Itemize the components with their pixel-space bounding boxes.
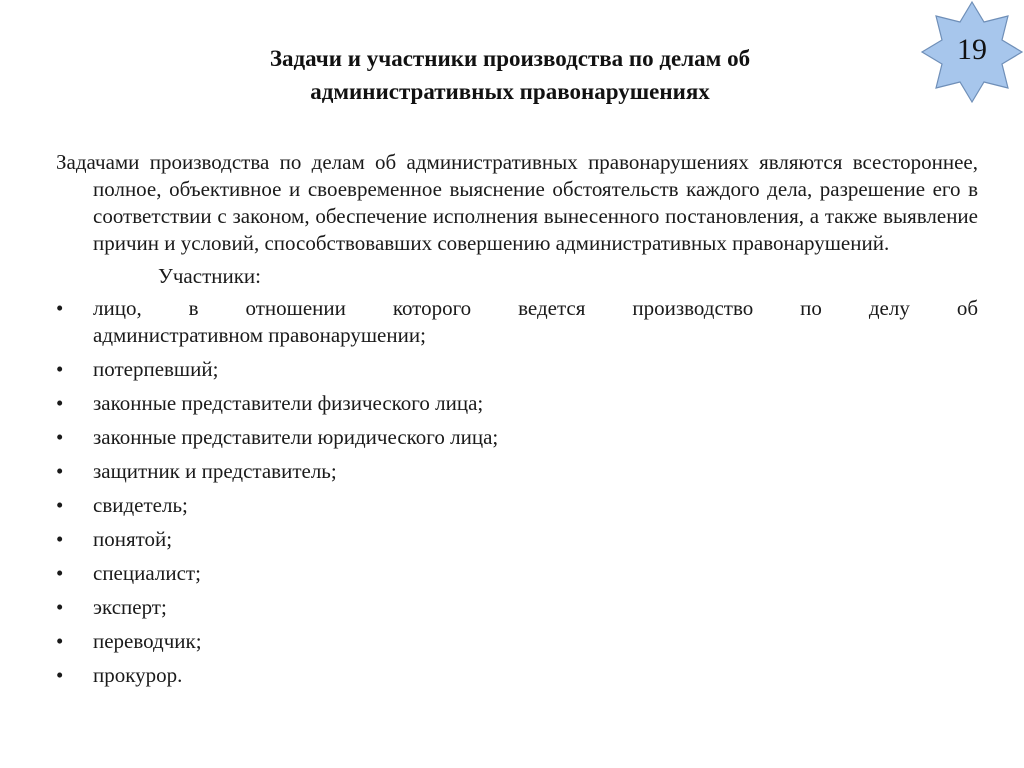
slide-title xyxy=(150,42,870,108)
bullet-glyph: • xyxy=(56,425,64,449)
slide-title-line-1: Задачи и участники производства по делам об xyxy=(269,46,751,71)
list-item xyxy=(56,492,978,519)
list-item-text: прокурор. xyxy=(93,663,183,687)
bullet-glyph: • xyxy=(56,629,64,653)
list-item xyxy=(56,424,978,451)
list-item xyxy=(56,458,978,485)
list-item-text: переводчик; xyxy=(93,629,202,653)
list-item xyxy=(56,526,978,553)
bullet-glyph: • xyxy=(56,527,64,551)
list-item xyxy=(56,628,978,655)
list-item-text: потерпевший; xyxy=(93,357,219,381)
list-item-text: законные представители юридического лица; xyxy=(93,425,499,449)
list-item-text: свидетель; xyxy=(93,493,188,517)
slide-number: 19 xyxy=(957,33,987,66)
list-item-text: защитник и представитель; xyxy=(93,459,337,483)
list-item-text-line-1: лицо, в отношении которого ведется производство по делу об xyxy=(93,296,978,320)
list-item xyxy=(56,295,978,349)
list-item xyxy=(56,390,978,417)
list-item xyxy=(56,662,978,689)
slide-title-line-2: административных правонарушениях xyxy=(310,79,710,104)
list-item-text-line-2: административном правонарушении; xyxy=(93,323,426,347)
list-item-text: эксперт; xyxy=(93,595,167,619)
bullet-glyph: • xyxy=(56,561,64,585)
list-item-text: специалист; xyxy=(93,561,201,585)
bullet-glyph: • xyxy=(56,357,64,381)
list-item xyxy=(56,356,978,383)
bullet-glyph: • xyxy=(56,663,64,687)
slide-number-badge xyxy=(920,0,1024,104)
slide-body xyxy=(56,149,978,696)
intro-paragraph: Задачами производства по делам об административных правонарушениях являются всестороннее, полное, объективное и своевременное выяснение обстоятельств каждого дела, разрешение его в соответствии с законом, обеспечение исполнения вынесенного постановления, а также выявление причин и условий, способствовавших совершению административных правонарушений. xyxy=(56,150,978,255)
bullet-glyph: • xyxy=(56,595,64,619)
list-item xyxy=(56,560,978,587)
bullet-glyph: • xyxy=(56,391,64,415)
participants-list xyxy=(56,295,978,689)
list-item-text: понятой; xyxy=(93,527,173,551)
participants-heading: Участники: xyxy=(158,264,262,288)
bullet-glyph: • xyxy=(56,459,64,483)
bullet-glyph: • xyxy=(56,296,64,320)
list-item-text: законные представители физического лица; xyxy=(93,391,484,415)
list-item xyxy=(56,594,978,621)
bullet-glyph: • xyxy=(56,493,64,517)
